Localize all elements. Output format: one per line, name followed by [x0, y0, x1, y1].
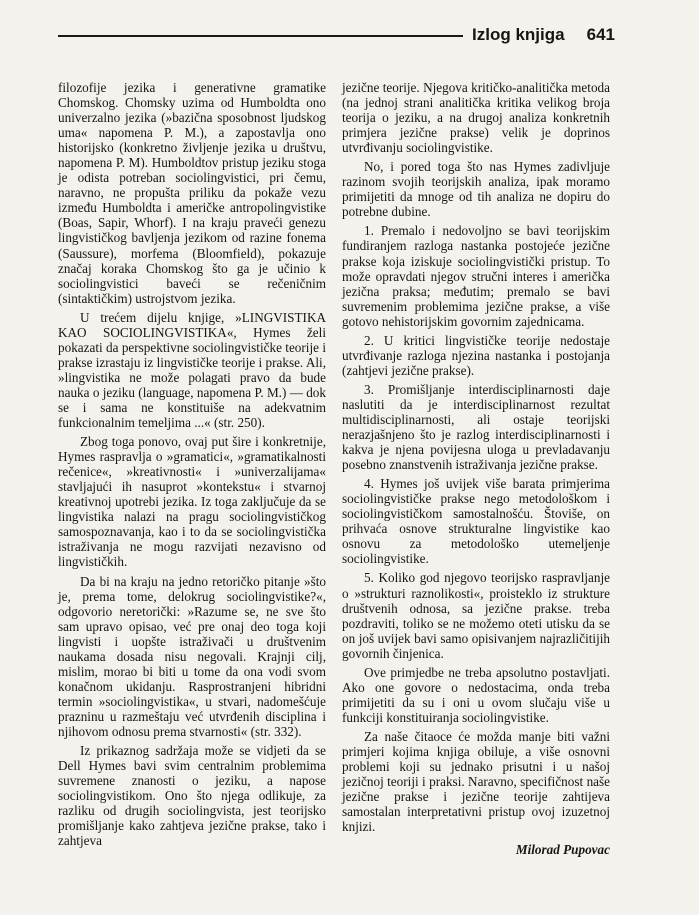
paragraph: U trećem dijelu knjige, »LINGVISTIKA KAO SOCIOLINGVISTIKA«, Hymes želi pokazati da perspektivne sociolingvističke teorije i prakse izrastaju iz lingvističke teorije i prakse. Ali, »lingvistika ne može polagati pravo da bude nauka o jeziku (language, napomena P. M.) — dok se i sama ne konstituiše na adekvatnim funkcionalnim temeljima ...« (str. 250). [58, 309, 326, 431]
paragraph: jezične teorije. Njegova kritičko-analitička metoda (na jednoj strani analitička kritika velikog broja teorija o jeziku, a na drugoj analiza konkretnih primjera jezične prakse) velik je doprinos utvrđivanju sociolingvistike. [342, 80, 610, 156]
paragraph: 5. Koliko god njegovo teorijsko raspravljanje o »strukturi raznolikosti«, proisteklo iz strukture društvenih odnosa, sa jezične prakse. treba pozdraviti, toliko se ne možemo oteti utisku da se on još uvijek bavi samo opisivanjem najrazličitijih govornih činjenica. [342, 570, 610, 661]
paragraph: 4. Hymes još uvijek više barata primjerima sociolingvističke prakse nego metodološkom i sociolingvističkom samostalnošću. Štoviše, on prihvaća osnove strukturalne lingvistike kao osnovu za metodološko utemeljenje sociolingvistike. [342, 476, 610, 567]
header-title: Izlog knjiga [472, 25, 565, 44]
paragraph: filozofije jezika i generativne gramatike Chomskog. Chomsky uzima od Humboldta ono univerzalno jezika (»bazična sposobnost ljudskog uma« napomena P. M.), a zapostavlja ono historijsko (konkretno življenje jezika u društvu, napomena P. M). Humboldtov pristup jeziku stoga je odista potreban sociolingvistici, pri čemu, naravno, ne propušta priliku da pokaže vezu između Humboldta i američke antropolingvistike (Boas, Sapir, Whorf). I na kraju praveći genezu lingvističkog bavljenja jezikom od razine fonema (Saussure), morfema (Bloomfield), pokazuje značaj koraka Chomskog što ga je učinio k sociolingvistici baveći se rečeničnim (sintaktičkim) ustrojstvom jezika. [58, 80, 326, 306]
running-header [58, 24, 616, 62]
page-number: 641 [586, 25, 615, 44]
paragraph: No, i pored toga što nas Hymes zadivljuje razinom svojih teorijskih analiza, ipak moramo primijetiti da mnoge od tih analiza ne dopiru do potrebne dubine. [342, 159, 610, 220]
paragraph: Da bi na kraju na jedno retoričko pitanje »što je, prema tome, delokrug sociolingvistike?«, odgovorio neretorički: »Razume se, ne sve što sam upravo opisao, već pre onaj deo toga koji lingvisti i uopšte istraživači u društvenim naukama dosada nisu negovali. Krajnji cilj, mislim, morao bi biti u tome da ona vodi svom konačnom ukidanju. Rasprostranjeni hibridni termin »sociolingvistika«, u stvari, nadomešćuje prazninu u razmeštaju već utvrđenih disciplina i njihovom odnosu prema stvarnosti« (str. 332). [58, 573, 326, 739]
right-column [342, 80, 610, 857]
paragraph: Zbog toga ponovo, ovaj put šire i konkretnije, Hymes raspravlja o »gramatici«, »gramatikalnosti rečenice«, »kreativnosti« i »univerzalijama« stavljajući ih nasuprot »kontekstu« i stvarnoj kreativnoj upotrebi jezika. Iz toga zaključuje da se lingvistika nalazi na pragu sociolingvističkog samospoznavanja, kao i to da se sociolingvistička istraživanja ne mogu razvijati nezavisno od lingvističkih. [58, 434, 326, 570]
header-rule [58, 35, 463, 37]
author-signature: Milorad Pupovac [515, 842, 610, 858]
left-column [58, 80, 326, 848]
paragraph: Za naše čitaoce će možda manje biti važni primjeri kojima knjiga obiluje, a više osnovni problemi koji su jednako prisutni i u našoj jezičnoj teoriji i praksi. Naravno, specifičnost naše jezične prakse i jezične teorije zahtijeva samostalan interpretativni pristup ovoj izuzetnoj knjizi. [342, 728, 610, 835]
paragraph: 3. Promišljanje interdisciplinarnosti daje naslutiti da je interdisciplinarnost rezultat multidisciplinarnosti, ali ostaje teorijski nerazjašnjeno što je razlog interdisciplinarnosti i kakva je njena povijesna uloga u prevladavanju posebno znanstvenih istraživanja jezične prakse. [342, 381, 610, 473]
paragraph: Iz prikaznog sadržaja može se vidjeti da se Dell Hymes bavi svim centralnim problemima suvremene znanosti o jeziku, a napose sociolingvistikom. Ono što njega odlikuje, za razliku od drugih sociolingvista, jest teorijsko promišljanje kako zahtjeva jezične prakse, tako i zahtjeva [58, 743, 326, 849]
paragraph: 2. U kritici lingvističke teorije nedostaje utvrđivanje razloga njezina nastanka i postojanja (zahtjevi jezične prakse). [342, 332, 610, 378]
paragraph: Ove primjedbe ne treba apsolutno postavljati. Ako one govore o nedostacima, onda treba primijetiti da su i oni u ovom slučaju više u funkciji konstituiranja sociolingvistike. [342, 664, 610, 725]
paragraph: 1. Premalo i nedovoljno se bavi teorijskim fundiranjem razloga nastanka postojeće jezične prakse koja iziskuje sociolingvistički pristup. To može opravdati njegov stručni interes i američka jezična praksa; međutim; premalo se bavi suvremenim problemima jezične prakse, a više gotovo nehistorijskim govornim zajednicama. [342, 223, 610, 329]
